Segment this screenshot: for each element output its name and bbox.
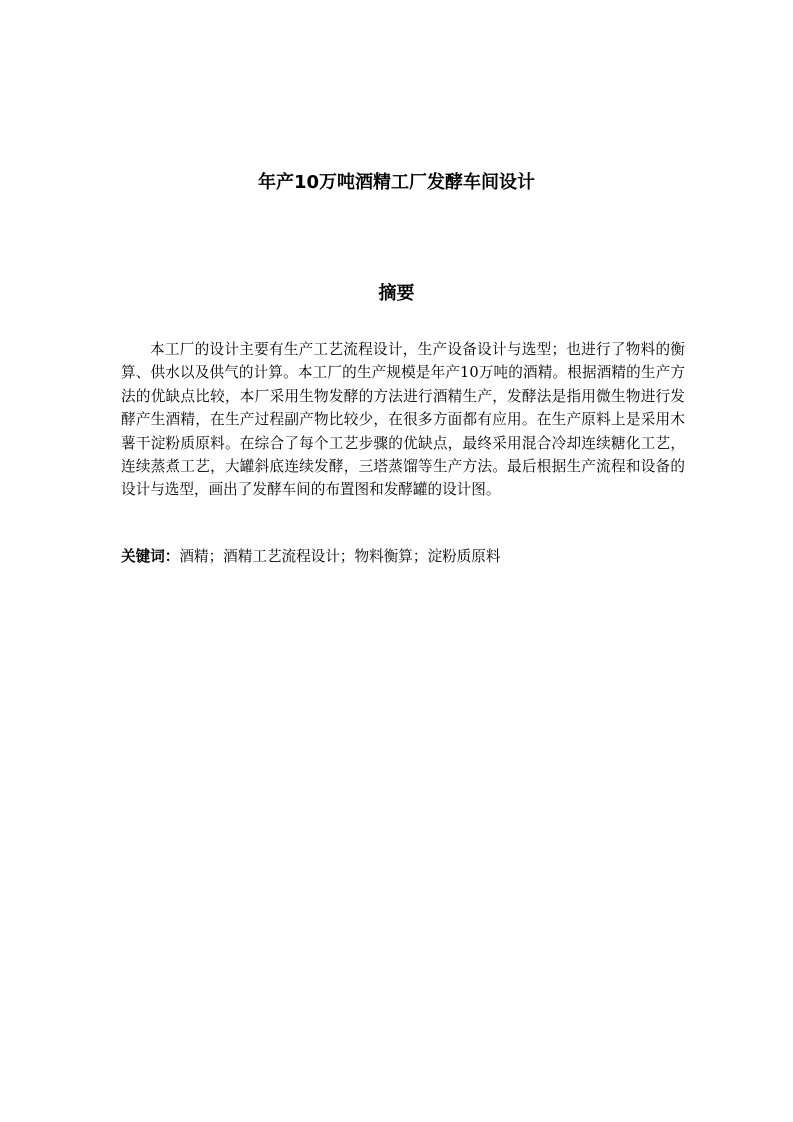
- keywords-line: [121, 545, 685, 568]
- keywords-label: 关键词：: [121, 548, 180, 565]
- abstract-paragraph: 本工厂的设计主要有生产工艺流程设计，生产设备设计与选型；也进行了物料的衡算、供水以及供气的计算。本工厂的生产规模是年产10万吨的酒精。根据酒精的生产方法的优缺点比较，本厂采用生物发酵的方法进行酒精生产，发酵法是指用微生物进行发酵产生酒精，在生产过程副产物比较少，在很多方面都有应用。在生产原料上是采用木薯干淀粉质原料。在综合了每个工艺步骤的优缺点，最终采用混合冷却连续糖化工艺，连续蒸煮工艺，大罐斜底连续发酵，三塔蒸馏等生产方法。最后根据生产流程和设备的设计与选型，画出了发酵车间的布置图和发酵罐的设计图。: [121, 341, 685, 499]
- abstract-heading: 摘要: [378, 283, 415, 304]
- keywords-value: 酒精；酒精工艺流程设计；物料衡算；淀粉质原料: [179, 548, 501, 565]
- document-title: 年产10万吨酒精工厂发酵车间设计: [257, 172, 536, 193]
